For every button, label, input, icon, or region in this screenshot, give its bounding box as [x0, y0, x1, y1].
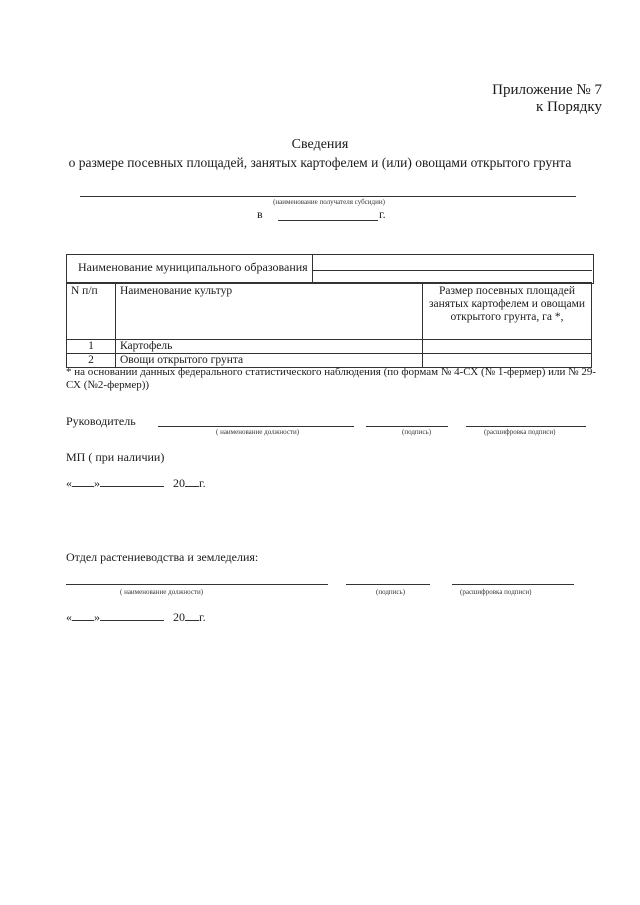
date-year-prefix: 20 [173, 610, 185, 624]
date-quote-open: « [66, 476, 72, 490]
header-num: N п/п [67, 283, 116, 340]
dept-label: Отдел растениеводства и земледелия: [66, 550, 259, 564]
recipient-in-prefix: в [257, 207, 263, 221]
dept-signature-caption: (подпись) [376, 588, 406, 596]
head-decode-line [466, 426, 586, 427]
title-line-2: о размере посевных площадей, занятых картофелем и (или) овощами открытого грунта [68, 155, 572, 170]
date-suffix: г. [199, 476, 206, 490]
table-header-row [67, 283, 592, 340]
appendix-number: Приложение № 7 [492, 82, 602, 98]
head-decode-caption: (расшифровка подписи) [484, 428, 556, 436]
dept-decode-line [452, 584, 574, 585]
municipality-divider [312, 254, 313, 282]
document-title [0, 136, 640, 172]
dept-position-caption: ( наименование должности) [120, 588, 204, 596]
dept-signature-line [346, 584, 430, 585]
date-suffix: г. [199, 610, 206, 624]
date-quote-close: » [94, 476, 100, 490]
crops-table [66, 282, 592, 368]
date-2 [66, 610, 206, 625]
row-num: 2 [67, 354, 116, 368]
footnote: * на основании данных федерального статистического наблюдения (по формам № 4-СХ (№ 1-фермер) или № 29-СХ (№2-фермер)) [66, 366, 597, 391]
date-year-prefix: 20 [173, 476, 185, 490]
head-position-line [158, 426, 354, 427]
municipality-value-line [312, 270, 592, 271]
table-row [67, 340, 592, 354]
appendix-header [492, 82, 602, 116]
row-num: 1 [67, 340, 116, 354]
dept-decode-caption: (расшифровка подписи) [460, 588, 532, 596]
row-area [423, 340, 592, 354]
row-crop-name: Картофель [116, 340, 423, 354]
municipality-label: Наименование муниципального образования [78, 260, 308, 274]
date-month-blank [100, 620, 164, 621]
date-quote-open: « [66, 610, 72, 624]
date-quote-close: » [94, 610, 100, 624]
date-month-blank [100, 486, 164, 487]
head-signature-line [366, 426, 448, 427]
title-line-1: Сведения [291, 137, 349, 152]
date-day-blank [72, 486, 94, 487]
recipient-line [80, 196, 576, 197]
date-year-blank [185, 486, 199, 487]
stamp-label: МП ( при наличии) [66, 450, 165, 464]
row-crop-name: Овощи открытого грунта [116, 354, 423, 368]
dept-position-line [66, 584, 328, 585]
date-year-blank [185, 620, 199, 621]
header-crop-name: Наименование культур [116, 283, 423, 340]
recipient-in-suffix: г. [379, 207, 386, 221]
head-signature-caption: (подпись) [402, 428, 432, 436]
date-day-blank [72, 620, 94, 621]
recipient-in-line [278, 220, 378, 221]
appendix-ref: к Порядку [536, 99, 602, 115]
date-1 [66, 476, 206, 491]
head-position-caption: ( наименование должности) [216, 428, 300, 436]
header-area: Размер посевных площадей занятых картофелем и овощами открытого грунта, га *, [423, 283, 592, 340]
recipient-caption: (наименование получателя субсидии) [273, 198, 385, 206]
head-label: Руководитель [66, 414, 136, 428]
